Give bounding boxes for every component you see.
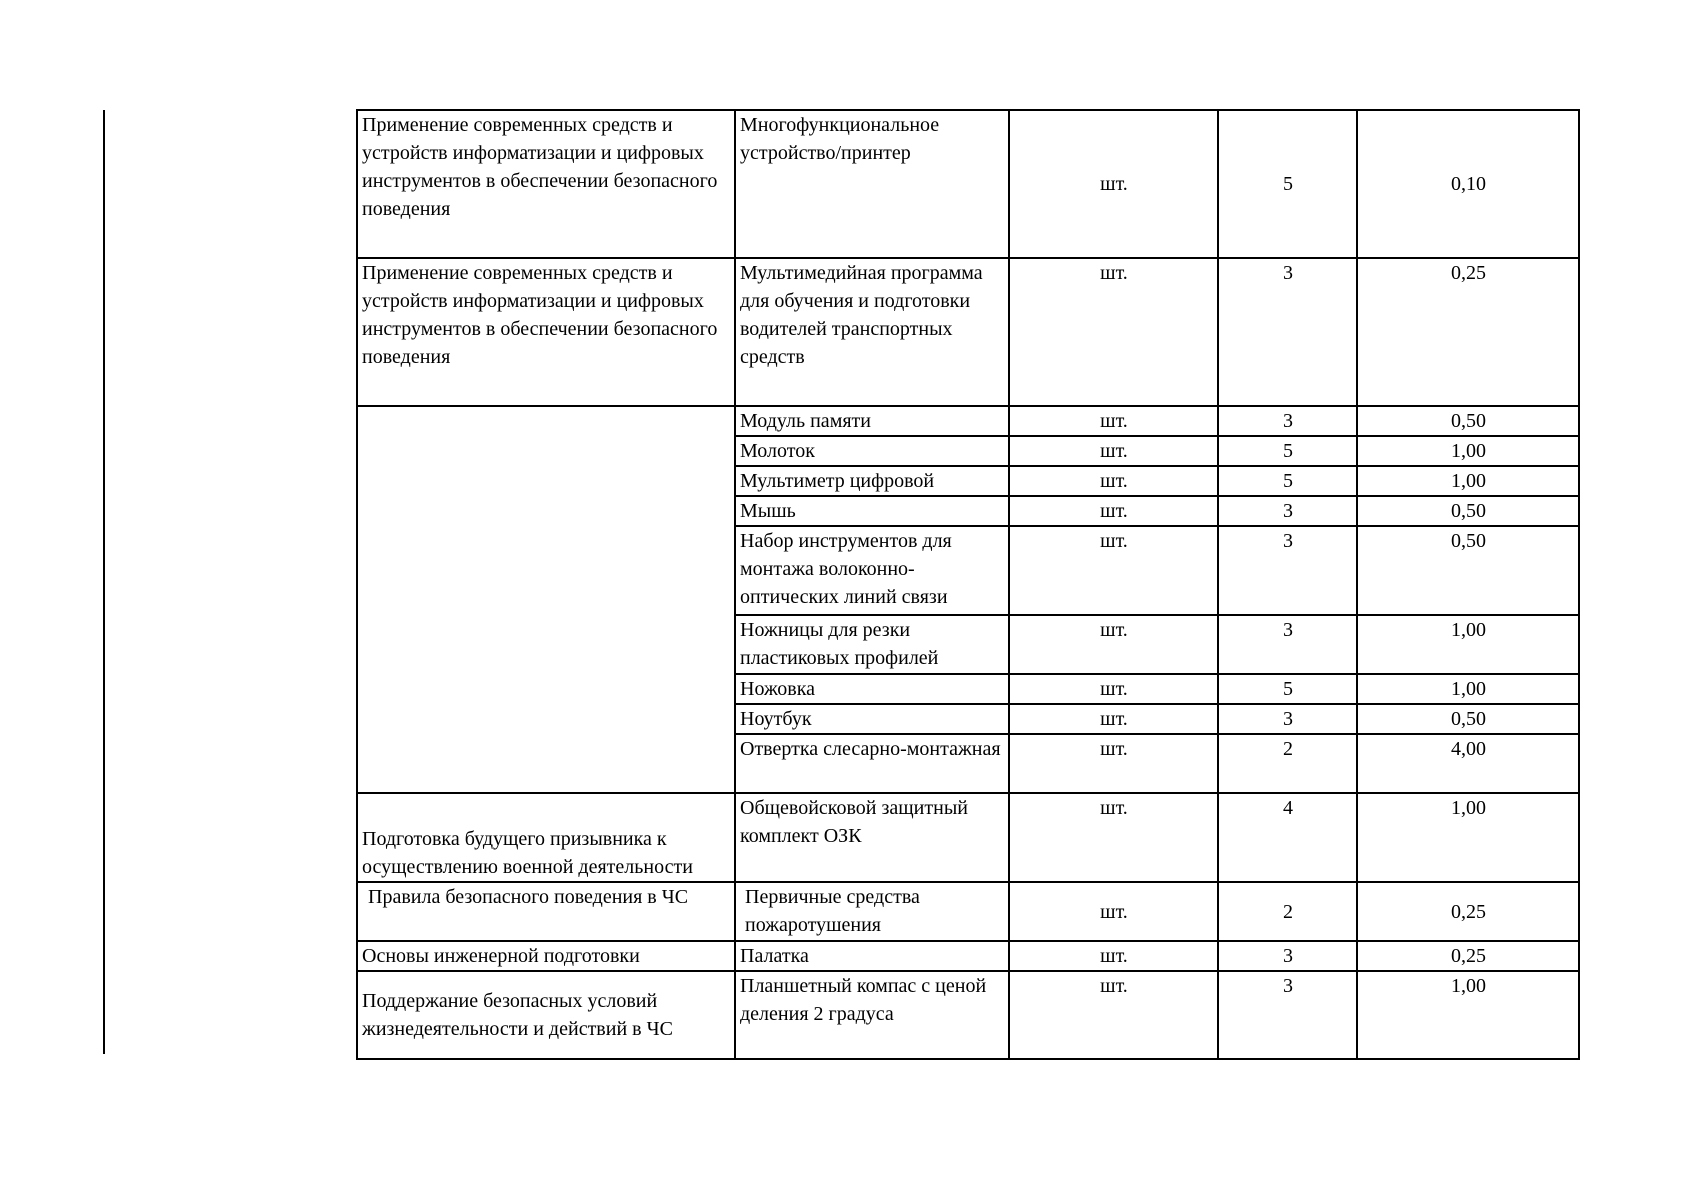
- equipment-table: [356, 109, 1580, 1060]
- item-cell: Модуль памяти: [735, 406, 1009, 436]
- section-cell: Применение современных средств и устройств информатизации и цифровых инструментов в обеспечении безопасного поведения: [357, 258, 735, 406]
- norm-cell: 1,00: [1357, 793, 1579, 882]
- qty-cell: 4: [1218, 793, 1357, 882]
- norm-cell: 1,00: [1357, 466, 1579, 496]
- qty-cell: 3: [1218, 971, 1357, 1059]
- item-cell: Ножницы для резки пластиковых профилей: [735, 615, 1009, 674]
- unit-cell: шт.: [1009, 258, 1218, 406]
- qty-cell: 5: [1218, 674, 1357, 704]
- qty-cell: 5: [1218, 110, 1357, 258]
- item-cell: Первичные средства пожаротушения: [735, 882, 1009, 941]
- unit-cell: шт.: [1009, 110, 1218, 258]
- item-cell: Мышь: [735, 496, 1009, 526]
- unit-cell: шт.: [1009, 734, 1218, 793]
- qty-cell: 2: [1218, 734, 1357, 793]
- unit-cell: шт.: [1009, 496, 1218, 526]
- section-cell-empty: [357, 406, 735, 793]
- norm-cell: 0,25: [1357, 258, 1579, 406]
- section-cell: Подготовка будущего призывника к осуществлению военной деятельности: [357, 793, 735, 882]
- table-row: [357, 406, 1579, 436]
- norm-cell: 1,00: [1357, 436, 1579, 466]
- table-row: [357, 941, 1579, 971]
- page-margin-line: [103, 110, 105, 1054]
- unit-cell: шт.: [1009, 704, 1218, 734]
- qty-cell: 3: [1218, 258, 1357, 406]
- unit-cell: шт.: [1009, 436, 1218, 466]
- unit-cell: шт.: [1009, 406, 1218, 436]
- table-row: [357, 971, 1579, 1059]
- qty-cell: 3: [1218, 526, 1357, 615]
- unit-cell: шт.: [1009, 793, 1218, 882]
- item-cell: Палатка: [735, 941, 1009, 971]
- qty-cell: 3: [1218, 406, 1357, 436]
- item-cell: Ноутбук: [735, 704, 1009, 734]
- item-cell: Многофункциональное устройство/принтер: [735, 110, 1009, 258]
- norm-cell: 4,00: [1357, 734, 1579, 793]
- unit-cell: шт.: [1009, 882, 1218, 941]
- norm-cell: 0,50: [1357, 526, 1579, 615]
- norm-cell: 1,00: [1357, 615, 1579, 674]
- item-cell: Набор инструментов для монтажа волоконно-оптических линий связи: [735, 526, 1009, 615]
- norm-cell: 1,00: [1357, 674, 1579, 704]
- qty-cell: 5: [1218, 466, 1357, 496]
- table-row: [357, 258, 1579, 406]
- item-cell: Мультиметр цифровой: [735, 466, 1009, 496]
- item-cell: Отвертка слесарно-монтажная: [735, 734, 1009, 793]
- unit-cell: шт.: [1009, 674, 1218, 704]
- unit-cell: шт.: [1009, 466, 1218, 496]
- item-cell: Молоток: [735, 436, 1009, 466]
- qty-cell: 3: [1218, 704, 1357, 734]
- item-cell: Планшетный компас с ценой деления 2 градуса: [735, 971, 1009, 1059]
- qty-cell: 3: [1218, 496, 1357, 526]
- norm-cell: 0,50: [1357, 406, 1579, 436]
- table-row: [357, 882, 1579, 941]
- section-cell: Поддержание безопасных условий жизнедеятельности и действий в ЧС: [357, 971, 735, 1059]
- qty-cell: 3: [1218, 615, 1357, 674]
- unit-cell: шт.: [1009, 971, 1218, 1059]
- norm-cell: 0,25: [1357, 941, 1579, 971]
- section-cell: Правила безопасного поведения в ЧС: [357, 882, 735, 941]
- item-cell: Ножовка: [735, 674, 1009, 704]
- item-cell: Общевойсковой защитный комплект ОЗК: [735, 793, 1009, 882]
- norm-cell: 0,25: [1357, 882, 1579, 941]
- norm-cell: 0,10: [1357, 110, 1579, 258]
- table-row: [357, 793, 1579, 882]
- section-cell: Применение современных средств и устройств информатизации и цифровых инструментов в обеспечении безопасного поведения: [357, 110, 735, 258]
- table-row: [357, 110, 1579, 258]
- norm-cell: 1,00: [1357, 971, 1579, 1059]
- norm-cell: 0,50: [1357, 704, 1579, 734]
- qty-cell: 3: [1218, 941, 1357, 971]
- norm-cell: 0,50: [1357, 496, 1579, 526]
- unit-cell: шт.: [1009, 526, 1218, 615]
- unit-cell: шт.: [1009, 941, 1218, 971]
- item-cell: Мультимедийная программа для обучения и подготовки водителей транспортных средств: [735, 258, 1009, 406]
- qty-cell: 5: [1218, 436, 1357, 466]
- section-cell: Основы инженерной подготовки: [357, 941, 735, 971]
- unit-cell: шт.: [1009, 615, 1218, 674]
- qty-cell: 2: [1218, 882, 1357, 941]
